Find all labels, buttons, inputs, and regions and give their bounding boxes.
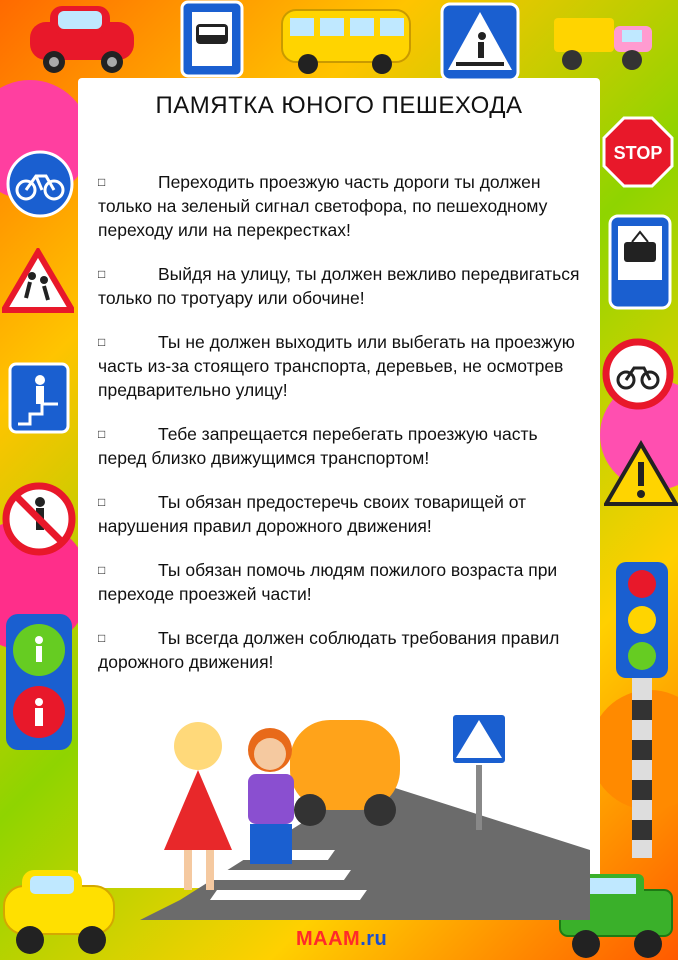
page-title: ПАМЯТКА ЮНОГО ПЕШЕХОДА (155, 92, 523, 119)
bullet-icon: □ (98, 175, 106, 189)
bullet-icon: □ (98, 267, 106, 281)
warning-exclamation-sign-icon (604, 440, 678, 508)
traffic-light-icon (612, 560, 672, 860)
list-item: □ Переходить проезжую часть дороги ты должен только на зеленый сигнал светофора, по пешеходному переходу или на перекрестках! (98, 172, 548, 240)
pedestrian-traffic-light-icon (4, 612, 74, 752)
bicycle-path-sign-icon (6, 150, 74, 218)
children-warning-sign-icon (2, 248, 74, 314)
bullet-icon: □ (98, 335, 106, 349)
yellow-car-icon (0, 856, 120, 960)
stop-sign-label: STOP (613, 143, 663, 163)
stop-sign-icon (602, 116, 674, 188)
bullet-icon: □ (98, 495, 106, 509)
crosswalk-sign-icon (438, 0, 522, 84)
rules-list (98, 170, 588, 694)
tram-stop-sign-icon (608, 214, 672, 310)
no-pedestrians-sign-icon (2, 482, 76, 556)
red-car-icon (22, 0, 142, 75)
dump-truck-icon (548, 0, 658, 80)
list-item: □ Ты не должен выходить или выбегать на проезжую часть из-за стоящего транспорта, деревьев, не осмотрев предварительно улицу! (98, 332, 575, 400)
list-item: □ Тебе запрещается перебегать проезжую часть перед близко движущимся транспортом! (98, 424, 538, 468)
bus-stop-sign-icon (180, 0, 244, 80)
list-item: □ Ты обязан помочь людям пожилого возраста при переходе проезжей части! (98, 560, 558, 604)
brand-logo: MAAM.ru (296, 928, 388, 950)
school-bus-icon (278, 4, 414, 76)
list-item: □ Ты обязан предостеречь своих товарищей от нарушения правил дорожного движения! (98, 492, 527, 536)
bullet-icon: □ (98, 631, 106, 645)
bullet-icon: □ (98, 563, 106, 577)
pedestrian-underpass-sign-icon (8, 362, 70, 434)
list-item: □ Ты всегда должен соблюдать требования правил дорожного движения! (98, 628, 560, 672)
no-bicycles-sign-icon (602, 338, 674, 410)
bullet-icon: □ (98, 427, 106, 441)
children-crossing-illustration (140, 700, 590, 920)
list-item: □ Выйдя на улицу, ты должен вежливо передвигаться только по тротуару или обочине! (98, 264, 580, 308)
